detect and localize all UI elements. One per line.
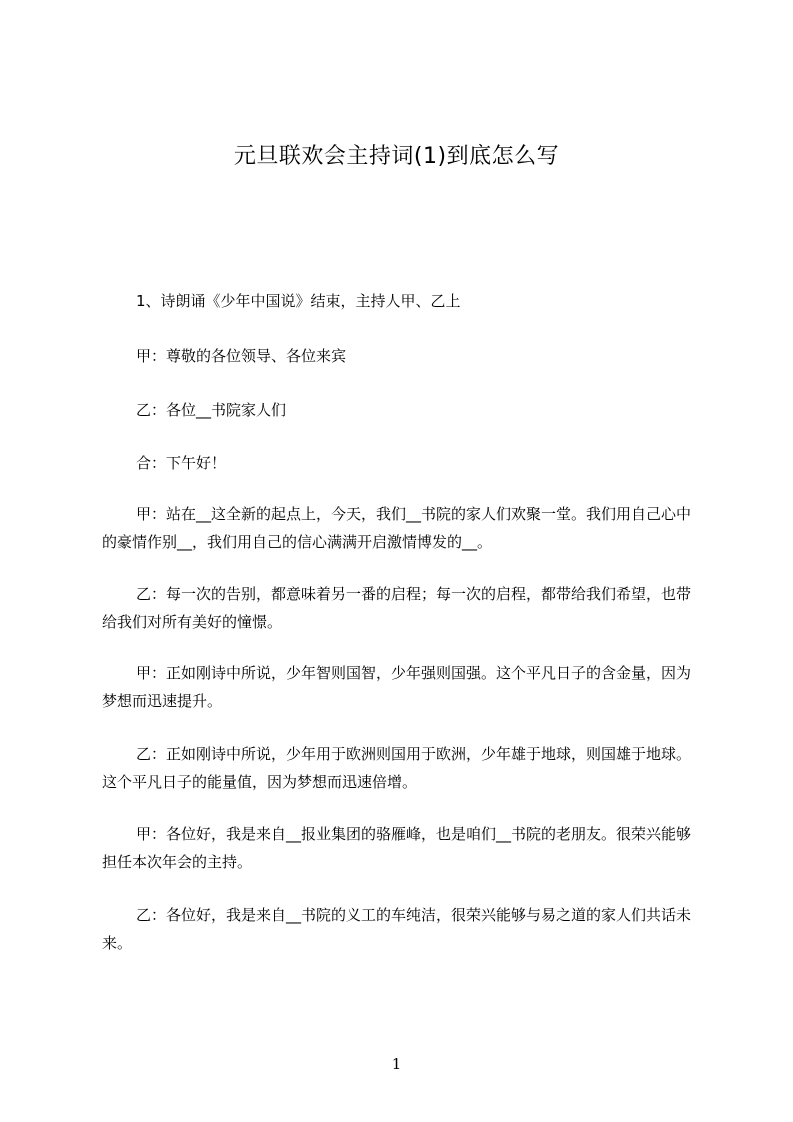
page-number: 1 xyxy=(391,1055,402,1073)
paragraph: 甲：各位好，我是来自__报业集团的骆雁峰，也是咱们__书院的老朋友。很荣兴能够担任本次年会的主持。 xyxy=(102,825,692,871)
paragraph: 甲：正如刚诗中所说，少年智则国智，少年强则国强。这个平凡日子的含金量，因为梦想而迅速提升。 xyxy=(102,664,692,710)
paragraph: 乙：各位__书院家人们 xyxy=(136,401,287,419)
paragraph: 乙：正如刚诗中所说，少年用于欧洲则国用于欧洲，少年雄于地球，则国雄于地球。这个平凡日子的能量值，因为梦想而迅速倍增。 xyxy=(102,745,692,791)
paragraph: 乙：每一次的告别，都意味着另一番的启程；每一次的启程，都带给我们希望，也带给我们对所有美好的憧憬。 xyxy=(102,585,692,631)
paragraph: 乙：各位好，我是来自__书院的义工的车纯洁，很荣兴能够与易之道的家人们共话未来。 xyxy=(102,906,692,952)
document-title: 元旦联欢会主持词(1)到底怎么写 xyxy=(233,144,560,169)
paragraph: 甲：尊敬的各位领导、各位来宾 xyxy=(136,347,347,365)
paragraph: 1、诗朗诵《少年中国说》结束，主持人甲、乙上 xyxy=(136,292,461,310)
paragraph: 甲：站在__这全新的起点上，今天，我们__书院的家人们欢聚一堂。我们用自己心中的豪情作别__，我们用自己的信心满满开启激情博发的__。 xyxy=(102,505,692,551)
paragraph: 合：下午好！ xyxy=(136,454,227,472)
